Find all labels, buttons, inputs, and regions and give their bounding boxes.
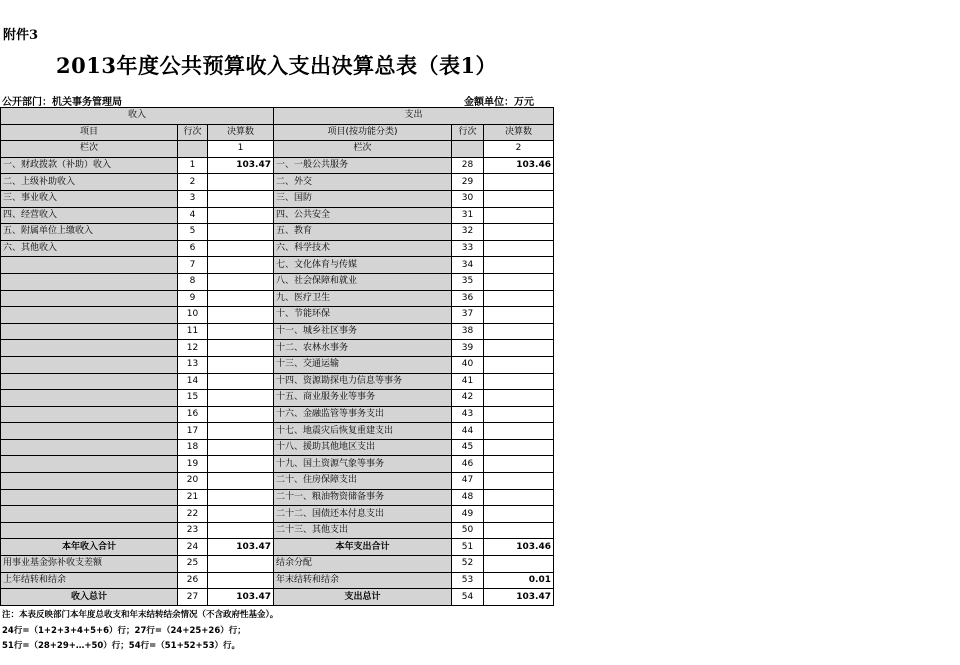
table-row: [1, 356, 554, 373]
header-row-columns: [1, 124, 554, 141]
expense-amount: [484, 340, 554, 357]
expense-amount: [484, 190, 554, 207]
income-seq: 2: [178, 174, 208, 191]
table-row: [1, 240, 554, 257]
income-item-label: [1, 489, 178, 506]
income-amount: [208, 522, 274, 539]
expense-amount-header: 决算数: [484, 124, 554, 141]
empty-cell: [452, 141, 484, 158]
expense-seq: 32: [452, 224, 484, 241]
income-seq: 3: [178, 190, 208, 207]
expense-seq: 53: [452, 572, 484, 589]
income-summary-amount: 103.47: [208, 539, 274, 556]
expense-summary-label: 支出总计: [274, 589, 452, 606]
income-seq: 16: [178, 406, 208, 423]
income-amount: [208, 190, 274, 207]
expense-item-label: 二、外交: [274, 174, 452, 191]
expense-seq: 47: [452, 473, 484, 490]
income-item-label: [1, 273, 178, 290]
income-amount: [208, 456, 274, 473]
income-seq: 19: [178, 456, 208, 473]
income-item-label: [1, 290, 178, 307]
income-section-header: 收入: [1, 108, 274, 125]
expense-item-label: 十九、国土资源气象等事务: [274, 456, 452, 473]
income-summary-label: 用事业基金弥补收支差额: [1, 556, 178, 573]
header-row-sections: [1, 108, 554, 125]
expense-seq: 43: [452, 406, 484, 423]
expense-amount: [484, 439, 554, 456]
income-amount: [208, 307, 274, 324]
income-summary-label: 上年结转和结余: [1, 572, 178, 589]
expense-summary-label: 年末结转和结余: [274, 572, 452, 589]
expense-item-label: 十二、农林水事务: [274, 340, 452, 357]
income-item-label: 五、附属单位上缴收入: [1, 224, 178, 241]
income-amount: [208, 224, 274, 241]
table-row: [1, 257, 554, 274]
expense-item-label: 一、一般公共服务: [274, 157, 452, 174]
summary-row: [1, 539, 554, 556]
income-amount: [208, 340, 274, 357]
income-amount: [208, 473, 274, 490]
income-amount: [208, 273, 274, 290]
income-seq-header: 行次: [178, 124, 208, 141]
table-row: [1, 423, 554, 440]
expense-amount: [484, 240, 554, 257]
table-row: [1, 207, 554, 224]
budget-summary-table: [0, 107, 554, 606]
income-item-label: [1, 373, 178, 390]
expense-amount: [484, 390, 554, 407]
expense-item-label: 五、教育: [274, 224, 452, 241]
income-amount: [208, 356, 274, 373]
expense-amount: 103.46: [484, 157, 554, 174]
income-item-label: [1, 406, 178, 423]
expense-item-label: 三、国防: [274, 190, 452, 207]
income-seq: 22: [178, 506, 208, 523]
income-amount: [208, 240, 274, 257]
income-summary-amount: 103.47: [208, 589, 274, 606]
expense-item-label: 十六、金融监管等事务支出: [274, 406, 452, 423]
expense-seq: 45: [452, 439, 484, 456]
income-summary-label: 收入总计: [1, 589, 178, 606]
income-seq: 24: [178, 539, 208, 556]
income-summary-amount: [208, 572, 274, 589]
expense-seq: 49: [452, 506, 484, 523]
expense-summary-amount: [484, 556, 554, 573]
expense-amount: [484, 257, 554, 274]
expense-item-label: 十一、城乡社区事务: [274, 323, 452, 340]
expense-item-label: 十四、资源勘探电力信息等事务: [274, 373, 452, 390]
expense-seq: 28: [452, 157, 484, 174]
income-amount: [208, 174, 274, 191]
expense-amount: [484, 489, 554, 506]
income-seq: 23: [178, 522, 208, 539]
summary-row: [1, 572, 554, 589]
income-amount: [208, 506, 274, 523]
expense-item-label: 十三、交通运输: [274, 356, 452, 373]
table-row: [1, 439, 554, 456]
expense-item-label: 二十一、粮油物资储备事务: [274, 489, 452, 506]
expense-summary-label: 结余分配: [274, 556, 452, 573]
expense-seq: 36: [452, 290, 484, 307]
income-seq: 7: [178, 257, 208, 274]
income-amount: 103.47: [208, 157, 274, 174]
income-item-label: [1, 456, 178, 473]
expense-item-header: 项目(按功能分类): [274, 124, 452, 141]
expense-seq: 40: [452, 356, 484, 373]
department-label: 公开部门：机关事务管理局: [2, 97, 122, 108]
table-row: [1, 406, 554, 423]
income-item-header: 项目: [1, 124, 178, 141]
expense-amount: [484, 307, 554, 324]
expense-amount: [484, 323, 554, 340]
expense-seq: 37: [452, 307, 484, 324]
expense-seq: 46: [452, 456, 484, 473]
income-column-no-label: 栏次: [1, 141, 178, 158]
expense-item-label: 二十、住房保障支出: [274, 473, 452, 490]
income-seq: 26: [178, 572, 208, 589]
income-item-label: [1, 506, 178, 523]
income-seq: 20: [178, 473, 208, 490]
income-seq: 11: [178, 323, 208, 340]
expense-column-no: 2: [484, 141, 554, 158]
expense-item-label: 十七、地震灾后恢复重建支出: [274, 423, 452, 440]
income-summary-amount: [208, 556, 274, 573]
income-amount: [208, 257, 274, 274]
table-row: [1, 190, 554, 207]
expense-amount: [484, 273, 554, 290]
expense-amount: [484, 174, 554, 191]
expense-item-label: 四、公共安全: [274, 207, 452, 224]
expense-item-label: 十五、商业服务业等事务: [274, 390, 452, 407]
income-amount: [208, 323, 274, 340]
amount-unit-label: 金额单位：万元: [464, 97, 534, 108]
table-row: [1, 307, 554, 324]
table-row: [1, 390, 554, 407]
income-column-no: 1: [208, 141, 274, 158]
table-row: [1, 473, 554, 490]
expense-item-label: 九、医疗卫生: [274, 290, 452, 307]
income-seq: 13: [178, 356, 208, 373]
income-seq: 18: [178, 439, 208, 456]
expense-seq: 31: [452, 207, 484, 224]
table-row: [1, 522, 554, 539]
expense-amount: [484, 373, 554, 390]
note-line-3: 51行=（28+29+…+50）行；54行=（51+52+53）行。: [2, 641, 240, 651]
income-summary-label: 本年收入合计: [1, 539, 178, 556]
income-seq: 6: [178, 240, 208, 257]
table-row: [1, 273, 554, 290]
expense-item-label: 十、节能环保: [274, 307, 452, 324]
expense-item-label: 八、社会保障和就业: [274, 273, 452, 290]
expense-amount: [484, 224, 554, 241]
table-row: [1, 290, 554, 307]
expense-summary-amount: 103.47: [484, 589, 554, 606]
income-amount: [208, 373, 274, 390]
expense-amount: [484, 522, 554, 539]
income-item-label: [1, 323, 178, 340]
income-item-label: 六、其他收入: [1, 240, 178, 257]
income-seq: 17: [178, 423, 208, 440]
table-row: [1, 340, 554, 357]
expense-seq: 42: [452, 390, 484, 407]
expense-item-label: 二十三、其他支出: [274, 522, 452, 539]
income-amount: [208, 390, 274, 407]
income-amount: [208, 406, 274, 423]
table-row: [1, 506, 554, 523]
expense-summary-label: 本年支出合计: [274, 539, 452, 556]
expense-seq: 35: [452, 273, 484, 290]
table-row: [1, 489, 554, 506]
expense-seq-header: 行次: [452, 124, 484, 141]
expense-seq: 54: [452, 589, 484, 606]
income-seq: 14: [178, 373, 208, 390]
income-seq: 5: [178, 224, 208, 241]
table-row: [1, 224, 554, 241]
income-item-label: [1, 439, 178, 456]
income-seq: 15: [178, 390, 208, 407]
expense-column-no-label: 栏次: [274, 141, 452, 158]
table-row: [1, 157, 554, 174]
income-amount: [208, 489, 274, 506]
income-seq: 10: [178, 307, 208, 324]
income-amount: [208, 423, 274, 440]
expense-amount: [484, 356, 554, 373]
note-line-1: 注：本表反映部门本年度总收支和年末结转结余情况（不含政府性基金）。: [2, 610, 279, 620]
income-item-label: [1, 356, 178, 373]
income-seq: 25: [178, 556, 208, 573]
summary-row: [1, 556, 554, 573]
income-item-label: [1, 390, 178, 407]
income-item-label: [1, 473, 178, 490]
table-row: [1, 373, 554, 390]
income-item-label: [1, 423, 178, 440]
expense-amount: [484, 473, 554, 490]
income-seq: 8: [178, 273, 208, 290]
expense-amount: [484, 207, 554, 224]
income-item-label: [1, 307, 178, 324]
expense-amount: [484, 506, 554, 523]
expense-seq: 33: [452, 240, 484, 257]
income-seq: 27: [178, 589, 208, 606]
expense-seq: 52: [452, 556, 484, 573]
income-amount-header: 决算数: [208, 124, 274, 141]
income-item-label: 四、经营收入: [1, 207, 178, 224]
income-seq: 12: [178, 340, 208, 357]
income-amount: [208, 207, 274, 224]
income-item-label: [1, 257, 178, 274]
expense-amount: [484, 406, 554, 423]
income-amount: [208, 439, 274, 456]
expense-seq: 29: [452, 174, 484, 191]
table-row: [1, 174, 554, 191]
income-item-label: [1, 340, 178, 357]
table-row: [1, 456, 554, 473]
income-item-label: 一、财政拨款（补助）收入: [1, 157, 178, 174]
expense-seq: 48: [452, 489, 484, 506]
expense-summary-amount: 103.46: [484, 539, 554, 556]
expense-seq: 44: [452, 423, 484, 440]
income-item-label: 二、上级补助收入: [1, 174, 178, 191]
note-line-2: 24行=（1+2+3+4+5+6）行；27行=（24+25+26）行；: [2, 626, 246, 636]
expense-item-label: 六、科学技术: [274, 240, 452, 257]
income-item-label: 三、事业收入: [1, 190, 178, 207]
expense-seq: 34: [452, 257, 484, 274]
header-row-column-numbers: [1, 141, 554, 158]
income-amount: [208, 290, 274, 307]
expense-item-label: 七、文化体育与传媒: [274, 257, 452, 274]
expense-amount: [484, 456, 554, 473]
table-row: [1, 323, 554, 340]
expense-seq: 30: [452, 190, 484, 207]
expense-section-header: 支出: [274, 108, 554, 125]
income-seq: 21: [178, 489, 208, 506]
expense-seq: 38: [452, 323, 484, 340]
expense-item-label: 十八、援助其他地区支出: [274, 439, 452, 456]
income-seq: 4: [178, 207, 208, 224]
expense-seq: 50: [452, 522, 484, 539]
summary-row: [1, 589, 554, 606]
empty-cell: [178, 141, 208, 158]
attachment-label: 附件3: [3, 28, 39, 43]
expense-seq: 39: [452, 340, 484, 357]
expense-amount: [484, 423, 554, 440]
income-seq: 9: [178, 290, 208, 307]
expense-seq: 41: [452, 373, 484, 390]
expense-seq: 51: [452, 539, 484, 556]
expense-item-label: 二十二、国债还本付息支出: [274, 506, 452, 523]
income-seq: 1: [178, 157, 208, 174]
expense-amount: [484, 290, 554, 307]
income-item-label: [1, 522, 178, 539]
page-title: 2013年度公共预算收入支出决算总表（表1）: [56, 53, 498, 78]
expense-summary-amount: 0.01: [484, 572, 554, 589]
